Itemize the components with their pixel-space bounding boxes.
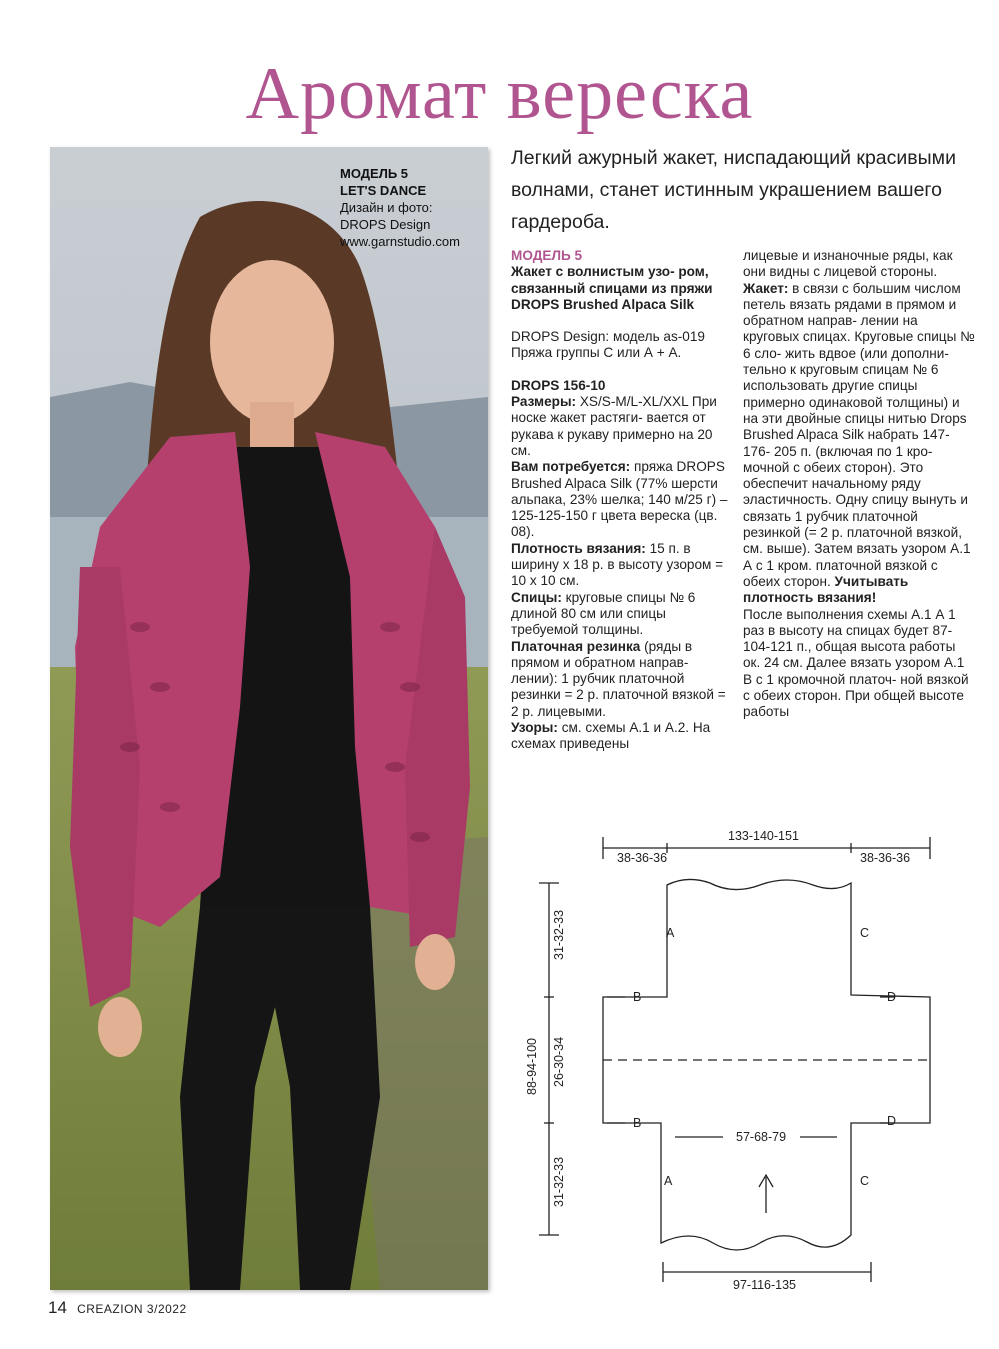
- marker-a-top: A: [666, 926, 675, 940]
- left-upper-label: 31-32-33: [552, 909, 566, 960]
- top-left-label: 38-36-36: [617, 851, 668, 865]
- top-right-label: 38-36-36: [860, 851, 911, 865]
- middle-width-label: 57-68-79: [736, 1130, 787, 1144]
- caption-model: МОДЕЛЬ 5: [340, 166, 409, 181]
- model-label: МОДЕЛЬ 5: [511, 248, 583, 263]
- gauge-text: 15 п. в ширину х 18 р. в высоту узором = 10 х 10 см.: [511, 540, 724, 589]
- marker-d-bottom: D: [887, 1114, 897, 1128]
- left-middle-label: 26-30-34: [552, 1036, 566, 1087]
- page-title: Аромат вереска: [245, 53, 754, 135]
- rib-text: (ряды в прямом и обратном направ- лении): 1 рубчик платочной резинки = 2 р. платочной вязкой = 2 р. лицевыми.: [511, 638, 726, 719]
- rib-section: [511, 639, 731, 720]
- jacket-label: Жакет:: [743, 280, 789, 296]
- top-width-label: 133-140-151: [728, 829, 799, 843]
- pattern-schematic: [515, 825, 945, 1295]
- caption-brand: DROPS Design: [340, 217, 431, 232]
- jacket-section: [743, 281, 975, 607]
- model-photo-illustration: [50, 147, 488, 1290]
- sizes-section: [511, 394, 731, 459]
- left-total-label: 88-94-100: [525, 1038, 539, 1095]
- instructions-column-1: [511, 248, 731, 753]
- marker-b-bottom: B: [633, 1116, 642, 1130]
- gauge-label: Плотность вязания:: [511, 540, 646, 556]
- bottom-width-label: 97-116-135: [733, 1278, 797, 1292]
- marker-c-bottom: C: [860, 1174, 870, 1188]
- marker-d-top: D: [887, 990, 897, 1004]
- gauge-section: [511, 541, 731, 590]
- rib-label: Платочная резинка: [511, 638, 641, 654]
- gauge-warning: Учитывать плотность вязания!: [743, 573, 909, 606]
- sizes-text: XS/S-M/L-XL/XXL При носке жакет растяги- вается от рукава к рукаву примерно на 20 см.: [511, 394, 717, 458]
- sizes-label: Размеры:: [511, 394, 577, 410]
- patterns-section: [511, 720, 731, 753]
- drops-code: DROPS 156-10: [511, 377, 606, 393]
- design-info: DROPS Design: модель as-019 Пряжа группы С или А + А.: [511, 329, 705, 361]
- needles-label: Спицы:: [511, 589, 562, 605]
- marker-b-top: B: [633, 990, 642, 1004]
- after-text: После выполнения схемы А.1 А 1 раз в высоту на спицах будет 87-104-121 п., общая высота работы ок. 24 см. Далее вязать узором А.1 В с 1 кромочной платоч- ной вязкой с обеих сторон. При общей высоте работы: [743, 606, 969, 720]
- materials-text: пряжа DROPS Brushed Alpaca Silk (77% шерсти альпака, 23% шелка; 140 м/25 г) – 125-125-150 г цвета вереска (цв. 08).: [511, 459, 728, 540]
- materials-label: Вам потребуется:: [511, 459, 631, 475]
- photo-caption: [340, 165, 485, 250]
- needles-section: [511, 590, 731, 639]
- col2-intro: лицевые и изнаночные ряды, как они видны с лицевой стороны.: [743, 248, 953, 280]
- caption-design: Дизайн и фото:: [340, 200, 433, 215]
- caption-name: LET'S DANCE: [340, 183, 427, 198]
- magazine-issue: CREAZION 3/2022: [77, 1302, 187, 1316]
- page-number: 14: [48, 1298, 67, 1317]
- marker-a-bottom: A: [664, 1174, 673, 1188]
- model-heading: Жакет с волнистым узо- ром, связанный спицами из пряжи DROPS Brushed Alpaca Silk: [511, 264, 713, 312]
- jacket-text: в связи с большим числом петель вязать рядами в прямом и обратном направ- лении на круговых спицах. Круговые спицы № 6 сло- жить вдвое (или дополни- тельно к круговым спицам № 6 использовать другие спицы примерно одинаковой толщины) и на эти двойные спицы нитью Drops Brushed Alpaca Silk набрать 147-176- 205 п. (включая по 1 кро- мочной с обеих сторон). Это обеспечит начальному ряду эластичность. Одну спицу вынуть и связать 1 рубчик платочной резинкой (= 2 р. платочной вязкой, см. выше). Затем вязать узором А.1 А с 1 кром. платочной вязкой с обеих сторон.: [743, 280, 975, 589]
- page-footer: [48, 1298, 187, 1318]
- caption-url: www.garnstudio.com: [340, 234, 460, 249]
- patterns-text: см. схемы А.1 и А.2. На схемах приведены: [511, 720, 711, 752]
- needles-text: круговые спицы № 6 длиной 80 см или спицы требуемой толщины.: [511, 589, 696, 638]
- materials-section: [511, 459, 731, 540]
- left-lower-label: 31-32-33: [552, 1156, 566, 1207]
- model-photo: [50, 147, 488, 1290]
- instructions-column-2: [743, 248, 975, 721]
- lead-paragraph: Легкий ажурный жакет, ниспадающий красивыми волнами, станет истинным украшением вашего гардероба.: [511, 147, 956, 233]
- patterns-label: Узоры:: [511, 720, 558, 736]
- marker-c-top: C: [860, 926, 870, 940]
